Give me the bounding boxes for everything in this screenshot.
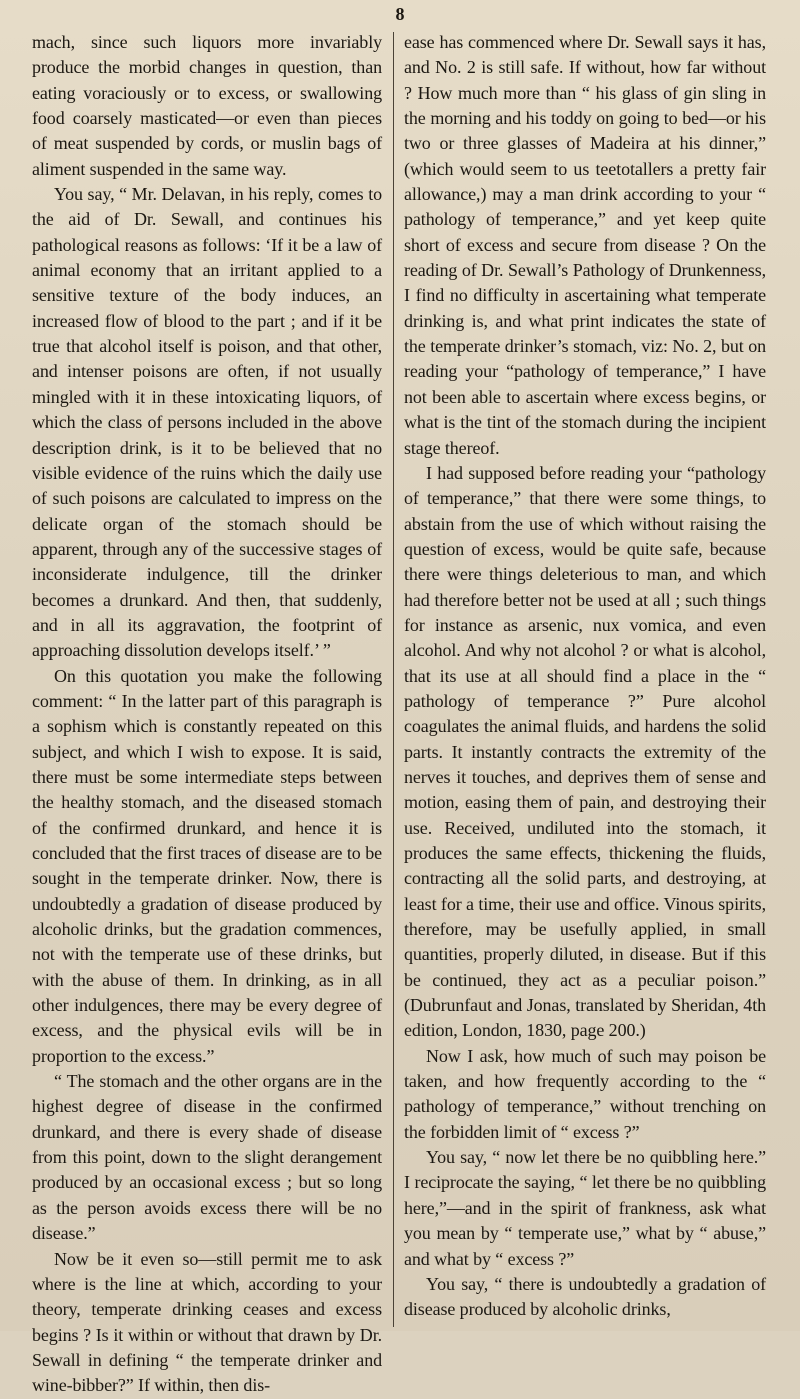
right-column — [404, 30, 766, 1323]
paragraph: ease has commenced where Dr. Sewall says it has, and No. 2 is still safe. If without, how far without ? How much more than “ his glass of gin sling in the morning and his toddy on going to bed—or his two or three glasses of Madeira at his dinner,” (which would seem to us teetotallers a pretty fair allowance,) may a man drink according to your “ pathology of temperance,” and yet keep quite short of excess and secure from disease ? On the reading of Dr. Sewall’s Pathology of Drunkenness, I find no difficulty in ascertaining what temperate drinking is, and what print indicates the state of the temperate drinker’s stomach, viz: No. 2, but on reading your “pathology of temperance,” I have not been able to ascertain where excess begins, or what is the tint of the stomach during the incipient stage thereof. — [404, 32, 766, 458]
paragraph: I had supposed before reading your “pathology of temperance,” that there were some things, to abstain from the use of which without raising the question of excess, would be quite safe, because there were things deleterious to man, and which had therefore better not be used at all ; such things for instance as arsenic, nux vomica, and even alcohol. And why not alcohol ? or what is alcohol, that its use at all should find a place in the “ pathology of temperance ?” Pure alcohol coagulates the animal fluids, and hardens the solid parts. It instantly contracts the extremity of the nerves it touches, and deprives them of sense and motion, easing them of pain, and destroying their use. Received, undiluted into the stomach, it produces the same effects, thickening the fluids, contracting all the solid parts, and destroying, at least for a time, their use and office. Vinous spirits, therefore, may be usefully applied, in small quantities, properly diluted, in disease. But if this be continued, they act as a peculiar poison.” (Dubrunfaut and Jonas, translated by Sheridan, 4th edition, London, 1830, page 200.) — [404, 462, 766, 1041]
paragraph: mach, since such liquors more invariably produce the morbid changes in question, than eating voraciously or to excess, or swallowing food coarsely masticated—or even than pieces of meat suspended by cords, or muslin bags of aliment suspended in the same way. — [32, 32, 382, 179]
column-divider — [393, 32, 394, 1327]
paragraph: “ The stomach and the other organs are in the highest degree of disease in the confirmed drunkard, and there is every shade of disease from this point, down to the slight derangement produced by an occasional excess ; but so long as the person avoids excess there will be no disease.” — [32, 1071, 382, 1244]
paragraph: On this quotation you make the following comment: “ In the latter part of this paragraph is a sophism which is constantly repeated on this subject, and which I wish to expose. It is said, there must be some intermediate steps between the healthy stomach, and the diseased stomach of the confirmed drunkard, and hence it is concluded that the first traces of disease are to be sought in the temperate drinker. Now, there is undoubtedly a gradation of disease produced by alcoholic drinks, but the gradation commences, not with the temperate use of these drinks, but with the abuse of them. In drinking, as in all other indulgences, there may be every degree of excess, and the physical evils will be in proportion to the excess.” — [32, 665, 382, 1066]
paragraph: Now I ask, how much of such may poison be taken, and how frequently according to the “ pathology of temperance,” without trenching on the forbidden limit of “ excess ?” — [404, 1045, 766, 1142]
paragraph: You say, “ Mr. Delavan, in his reply, comes to the aid of Dr. Sewall, and continues his pathological reasons as follows: ‘If it be a law of animal economy that an irritant applied to a sensitive texture of the body induces, an increased flow of blood to the part ; and if it be true that alcohol itself is poison, and that other, and intenser poisons are often, if not usually mingled with it in these intoxicating liquors, of which the class of persons included in the above description drink, is it to be believed that no visible evidence of the ruins which the daily use of such poisons are calculated to impress on the delicate organ of the stomach should be apparent, through any of the successive stages of inconsiderate indulgence, till the drinker becomes a drunkard. And then, that suddenly, and in all its aggravation, the footprint of approaching dissolution develops itself.’ ” — [32, 184, 382, 661]
paragraph: Now be it even so—still permit me to ask where is the line at which, according to your theory, temperate drinking ceases and excess begins ? Is it within or without that drawn by Dr. Sewall in defining “ the temperate drinker and wine-bibber?” If within, then dis- — [32, 1248, 382, 1396]
paragraph: You say, “ there is undoubtedly a gradation of disease produced by alcoholic drinks, — [404, 1273, 766, 1320]
left-column — [32, 30, 382, 1399]
page-number: 8 — [395, 4, 405, 24]
paragraph: You say, “ now let there be no quibbling here.” I reciprocate the saying, “ let there be no quibbling here,”—and in the spirit of frankness, ask what you mean by “ temperate use,” what by “ abuse,” and what by “ excess ?” — [404, 1147, 766, 1269]
